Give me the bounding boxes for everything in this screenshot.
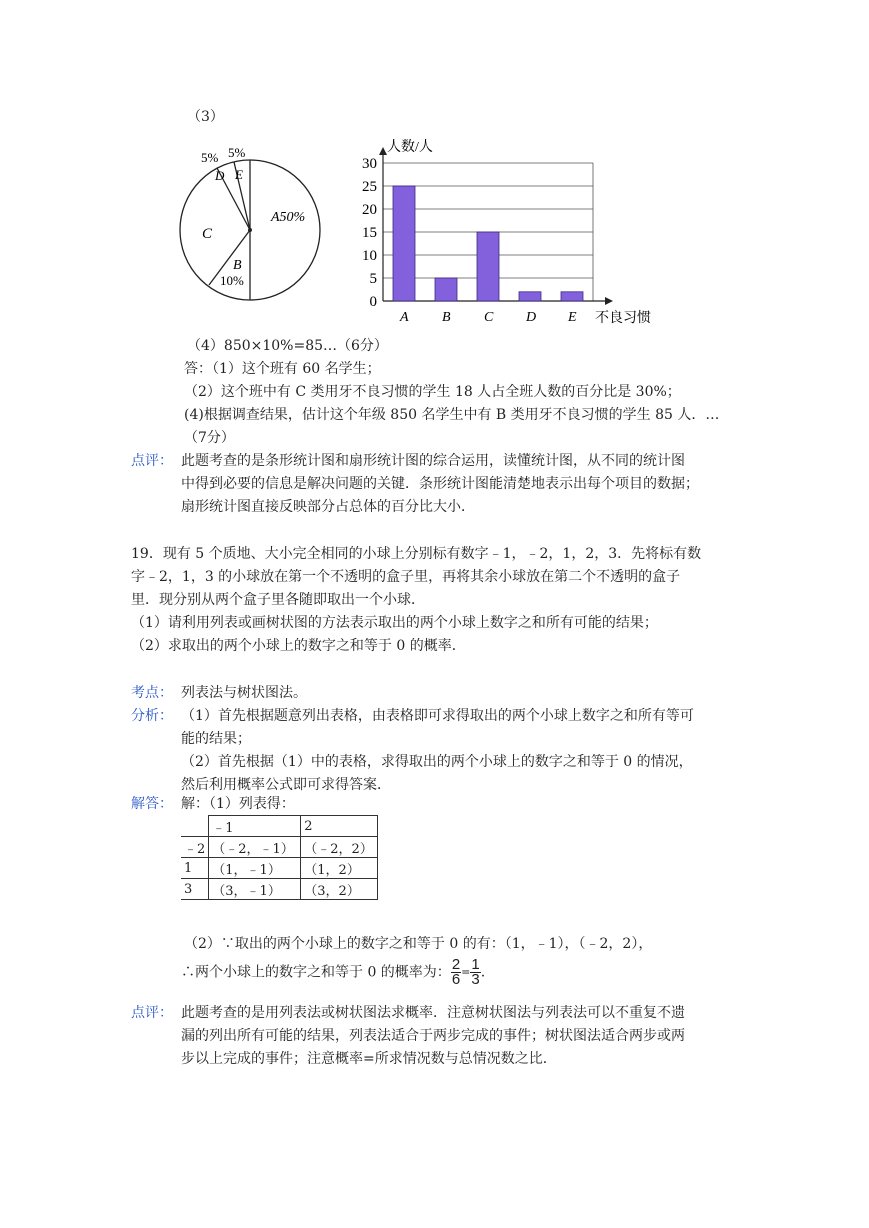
answer-4-cont: （7分）	[184, 430, 235, 446]
fraction-denominator: 3	[471, 971, 480, 988]
pie-label-d: D	[215, 168, 225, 183]
fraction-denominator: 6	[451, 971, 461, 988]
table-cell: （1，﹣1）	[209, 858, 301, 879]
q19-line: （2）求取出的两个小球上的数字之和等于 0 的概率．	[131, 638, 466, 654]
table-row	[181, 837, 378, 858]
comment1-line: 此题考查的是条形统计图和扇形统计图的综合运用，读懂统计图，从不同的统计图	[181, 453, 685, 469]
bar-y-axis-label: 人数/人	[387, 140, 433, 155]
table-row	[181, 879, 378, 900]
answer-1: 答：（1）这个班有 60 名学生；	[184, 361, 381, 377]
table-cell: 2	[301, 816, 378, 837]
pie-label-c: C	[202, 226, 213, 242]
y-tick-label: 0	[369, 294, 377, 310]
fenxi-line: （1）首先根据题意列出表格，由表格即可求得取出的两个小球上数字之和所有等可	[181, 708, 694, 724]
pie-center	[248, 228, 252, 232]
table-row	[181, 816, 378, 837]
q19-line: 字﹣2，1，3 的小球放在第一个不透明的盒子里，再将其余小球放在第二个不透明的盒子	[131, 569, 681, 585]
fraction-2-6	[451, 958, 461, 987]
y-tick-label: 5	[369, 271, 377, 287]
comment2-line: 步以上完成的事件；注意概率=所求情况数与总情况数之比．	[181, 1051, 557, 1067]
x-category-label: B	[442, 310, 451, 325]
table-cell	[181, 816, 209, 837]
table-row	[181, 858, 378, 879]
table-cell: ﹣1	[209, 816, 301, 837]
comment2-line: 此题考查的是用列表法或树状图法求概率．注意树状图法与列表法可以不重复不遗	[181, 1005, 685, 1021]
x-axis-arrow	[605, 297, 613, 305]
pie-label-b: B	[233, 258, 242, 273]
y-tick-label: 10	[362, 248, 377, 264]
y-axis-arrow	[379, 147, 387, 155]
solution2-line2	[181, 958, 485, 987]
period: .	[480, 964, 486, 981]
answer-4: (4)根据调查结果，估计这个年级 850 名学生中有 B 类用牙不良习惯的学生 85 人．…	[184, 407, 720, 423]
fenxi-label: 分析：	[131, 708, 173, 724]
bar-chart	[345, 135, 665, 330]
solution2-line1: （2）∵取出的两个小球上的数字之和等于 0 的有：（1，﹣1），（﹣2，2），	[184, 936, 653, 952]
kaodian-label: 考点：	[131, 685, 173, 701]
pie-label-e: E	[235, 167, 243, 182]
comment1-label: 点评：	[131, 453, 173, 469]
comment1-line: 扇形统计图直接反映部分占总体的百分比大小．	[181, 499, 475, 515]
solution2-text: ∴两个小球上的数字之和等于 0 的概率为：	[181, 964, 451, 981]
bar	[477, 232, 499, 301]
x-category-label: E	[568, 310, 577, 325]
table-cell: ﹣2	[181, 837, 209, 858]
fraction-numerator: 1	[471, 956, 480, 973]
x-category-label: D	[526, 310, 537, 325]
bar-x-axis-label: 不良习惯	[595, 311, 651, 326]
result-table	[181, 815, 378, 900]
fenxi-line: （2）首先根据（1）中的表格，求得取出的两个小球上的数字之和等于 0 的情况，	[181, 754, 693, 770]
jieda-label: 解答：	[131, 796, 173, 812]
jieda-text: 解：（1）列表得：	[181, 796, 295, 812]
comment2-line: 漏的列出所有可能的结果，列表法适合于两步完成的事件；树状图法适合两步或两	[181, 1028, 685, 1044]
table-cell: （3，2）	[301, 879, 378, 900]
y-tick-label: 20	[362, 202, 377, 218]
pie-percent-b: 10%	[220, 273, 244, 288]
table-cell: （3，﹣1）	[209, 879, 301, 900]
y-tick-label: 25	[362, 179, 377, 195]
q19-line: 19．现有 5 个质地、大小完全相同的小球上分别标有数字﹣1，﹣2，1，2，3．先将标有数	[131, 546, 702, 562]
pie-label-a: A50%	[271, 210, 306, 225]
table-cell: （1，2）	[301, 858, 378, 879]
fenxi-line: 能的结果；	[181, 731, 251, 747]
kaodian-text: 列表法与树状图法。	[181, 685, 307, 701]
part4-line: （4）850×10%=85…（6分）	[187, 338, 388, 354]
comment2-label: 点评：	[131, 1005, 173, 1021]
y-tick-label: 15	[362, 225, 377, 241]
pie-percent-e: 5%	[228, 145, 246, 160]
part3-label: （3）	[187, 109, 224, 125]
y-tick-label: 30	[362, 156, 377, 172]
x-category-label: A	[400, 310, 409, 325]
fraction-numerator: 2	[451, 956, 461, 973]
bar	[393, 186, 415, 301]
table-cell: （﹣2，2）	[301, 837, 378, 858]
table-cell: （﹣2，﹣1）	[209, 837, 301, 858]
fenxi-line: 然后利用概率公式即可求得答案．	[181, 777, 391, 793]
q19-line: 里．现分别从两个盒子里各随即取出一个小球．	[131, 592, 425, 608]
table-cell: 1	[181, 858, 209, 879]
bar	[519, 292, 541, 301]
q19-line: （1）请利用列表或画树状图的方法表示取出的两个小球上数字之和所有可能的结果；	[131, 615, 658, 631]
table-cell: 3	[181, 879, 209, 900]
x-category-label: C	[484, 310, 494, 325]
equals-sign: =	[461, 965, 471, 979]
answer-2: （2）这个班中有 C 类用牙不良习惯的学生 18 人占全班人数的百分比是 30%；	[184, 384, 681, 400]
comment1-line: 中得到必要的信息是解决问题的关键．条形统计图能清楚地表示出每个项目的数据；	[181, 476, 699, 492]
pie-chart	[175, 140, 325, 310]
fraction-1-3	[470, 958, 480, 987]
bar	[561, 292, 583, 301]
pie-percent-d: 5%	[201, 150, 219, 165]
bar	[435, 278, 457, 301]
